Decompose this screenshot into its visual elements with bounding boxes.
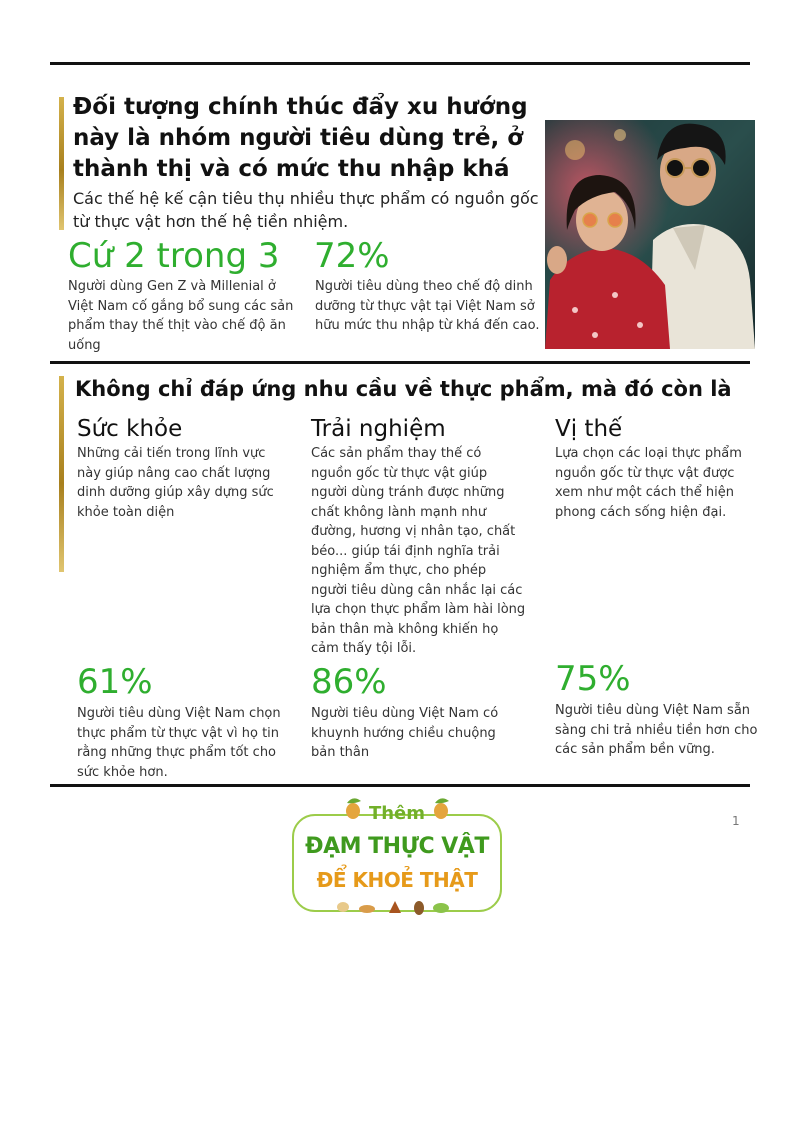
section1-accent-bar [59,97,64,230]
section1-subtitle: Các thế hệ kế cận tiêu thụ nhiều thực phẩm có nguồn gốc từ thực vật hơn thế hệ tiền nhiệm. [73,189,539,231]
stat-description: Người tiêu dùng Việt Nam sẵn sàng chi trả nhiều tiền hơn cho các sản phẩm bền vững. [555,703,758,757]
young-couple-photo [545,120,755,349]
logo-line-2: ĐẠM THỰC VẬT [305,834,489,859]
column-text-status: Lựa chọn các loại thực phẩm nguồn gốc từ thực vật được xem như một cách thể hiện phong cách sống hiện đại. [555,446,742,520]
stat-description: Người tiêu dùng theo chế độ dinh dưỡng từ thực vật tại Việt Nam sở hữu mức thu nhập từ khá đến cao. [315,279,540,333]
logo-line-1: Thêm [368,803,426,824]
campaign-logo [291,795,503,919]
stat-value: 75% [555,659,631,699]
stat-value: 61% [77,662,153,702]
column-text-health: Những cải tiến trong lĩnh vực này giúp nâng cao chất lượng dinh dưỡng giúp xây dựng sức khỏe toàn diện [77,446,274,520]
stat-value: 86% [311,662,387,702]
stat-description: Người tiêu dùng Việt Nam có khuynh hướng chiều chuộng bản thân [311,706,499,760]
stat-value: 72% [314,236,390,276]
bottom-rule [50,784,750,787]
stat-description: Người dùng Gen Z và Millenial ở Việt Nam cố gắng bổ sung các sản phẩm thay thế thịt vào chế độ ăn uống [68,279,294,353]
section-divider [50,361,750,364]
stat-value: Cứ 2 trong 3 [68,236,280,276]
column-title-status: Vị thế [555,416,623,442]
section2-headline: Không chỉ đáp ứng nhu cầu về thực phẩm, mà đó còn là [75,377,732,401]
column-title-health: Sức khỏe [77,416,183,442]
column-title-experience: Trải nghiệm [311,416,446,442]
section2-accent-bar [59,376,64,572]
page-number: 1 [732,814,740,828]
section1-headline: Đối tượng chính thúc đẩy xu hướng này là nhóm người tiêu dùng trẻ, ở thành thị và có mức thu nhập khá [73,94,528,182]
top-rule [50,62,750,65]
stat-description: Người tiêu dùng Việt Nam chọn thực phẩm từ thực vật vì họ tin rằng những thực phẩm tốt cho sức khỏe hơn. [77,706,281,780]
column-text-experience: Các sản phẩm thay thế có nguồn gốc từ thực vật giúp người dùng tránh được những chất không lành mạnh như đường, hương vị nhân tạo, chất béo... giúp tái định nghĩa trải nghiệm ẩm thực, cho phép người tiêu dùng cân nhắc lại các lựa chọn thực phẩm làm hài lòng bản thân mà không khiến họ cảm thấy tội lỗi. [311,446,526,656]
logo-line-3: ĐỂ KHOẺ THẬT [316,868,478,892]
